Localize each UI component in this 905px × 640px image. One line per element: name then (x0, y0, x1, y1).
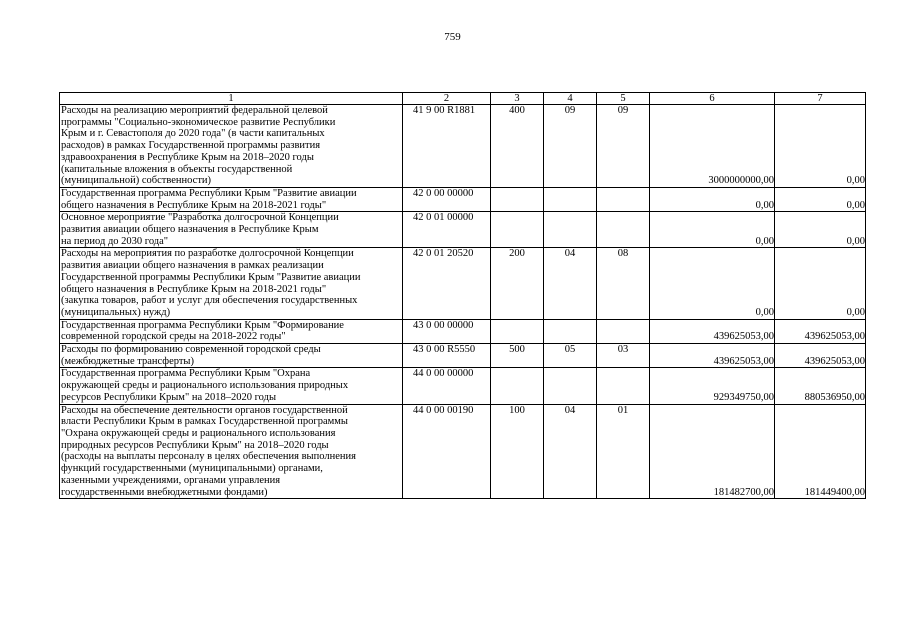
row-column-5: 01 (597, 404, 650, 499)
row-column-3: 400 (491, 105, 544, 188)
description-line: Расходы по формированию современной городской среды (61, 344, 321, 356)
column-header: 4 (544, 93, 597, 105)
description-line: "Охрана окружающей среды и рационального использования (61, 427, 336, 439)
column-header: 1 (60, 93, 403, 105)
table-row (60, 187, 866, 211)
description-line: Государственная программа Республики Крым "Охрана (61, 368, 311, 380)
row-column-5 (597, 368, 650, 404)
description-line: развития авиации общего назначения в рамках реализации (61, 260, 324, 272)
row-description (60, 187, 403, 211)
column-header: 3 (491, 93, 544, 105)
row-column-4 (544, 368, 597, 404)
description-line: программы "Социально-экономическое развитие Республики (61, 116, 336, 128)
description-line: (муниципальной) собственности) (61, 175, 212, 187)
description-line: окружающей среды и рационального использования природных (61, 380, 349, 392)
row-column-4 (544, 212, 597, 248)
description-line: Крым и г. Севастополя до 2020 года" (в части капитальных (61, 128, 325, 140)
row-column-5: 08 (597, 248, 650, 319)
row-sum-2: 439625053,00 (775, 319, 866, 343)
row-description (60, 105, 403, 188)
row-column-3 (491, 368, 544, 404)
row-sum-2: 0,00 (775, 212, 866, 248)
description-line: (закупка товаров, работ и услуг для обеспечения государственных (61, 295, 358, 307)
row-column-4: 04 (544, 404, 597, 499)
row-sum-2: 0,00 (775, 248, 866, 319)
row-column-4: 04 (544, 248, 597, 319)
row-sum-1: 439625053,00 (650, 344, 775, 368)
row-column-4: 09 (544, 105, 597, 188)
row-sum-1: 929349750,00 (650, 368, 775, 404)
table-row (60, 319, 866, 343)
row-column-5 (597, 212, 650, 248)
row-sum-1: 181482700,00 (650, 404, 775, 499)
description-line: государственными внебюджетными фондами) (61, 486, 268, 498)
row-code: 43 0 00 00000 (403, 319, 491, 343)
table-header-row (60, 93, 866, 105)
row-code: 44 0 00 00000 (403, 368, 491, 404)
description-line: Расходы на реализацию мероприятий федеральной целевой (61, 105, 328, 116)
table-row (60, 248, 866, 319)
description-line: развития авиации общего назначения в Республике Крым (61, 224, 319, 236)
row-column-3 (491, 212, 544, 248)
row-sum-2: 0,00 (775, 105, 866, 188)
description-line: общего назначения в Республике Крым на 2018-2021 годы" (61, 199, 327, 211)
description-line: природных ресурсов Республики Крым" на 2018–2020 годы (61, 439, 329, 451)
row-column-5: 09 (597, 105, 650, 188)
row-sum-2: 880536950,00 (775, 368, 866, 404)
row-column-4: 05 (544, 344, 597, 368)
row-column-4 (544, 319, 597, 343)
table-row (60, 212, 866, 248)
row-code: 42 0 00 00000 (403, 187, 491, 211)
column-header: 2 (403, 93, 491, 105)
row-description (60, 212, 403, 248)
row-description (60, 404, 403, 499)
description-line: (капитальные вложения в объекты государственной (61, 163, 293, 175)
budget-table (59, 92, 866, 499)
row-code: 42 0 01 00000 (403, 212, 491, 248)
row-column-5: 03 (597, 344, 650, 368)
description-line: общего назначения в Республике Крым на 2018-2021 годы" (61, 283, 327, 295)
row-sum-2: 181449400,00 (775, 404, 866, 499)
description-line: (муниципальных) нужд) (61, 306, 171, 318)
row-code: 42 0 01 20520 (403, 248, 491, 319)
row-column-5 (597, 187, 650, 211)
description-line: (межбюджетные трансферты) (61, 355, 194, 367)
row-description (60, 344, 403, 368)
row-column-3 (491, 319, 544, 343)
column-header: 7 (775, 93, 866, 105)
description-line: Государственная программа Республики Крым "Формирование (61, 319, 344, 331)
description-line: власти Республики Крым в рамках Государственной программы (61, 416, 348, 428)
table-row (60, 105, 866, 188)
row-sum-1: 3000000000,00 (650, 105, 775, 188)
row-column-3: 200 (491, 248, 544, 319)
column-header: 5 (597, 93, 650, 105)
table-row (60, 368, 866, 404)
row-column-5 (597, 319, 650, 343)
row-column-4 (544, 187, 597, 211)
table-row (60, 344, 866, 368)
description-line: ресурсов Республики Крым" на 2018–2020 годы (61, 391, 277, 403)
description-line: здравоохранения в Республике Крым на 2018–2020 годы (61, 151, 314, 163)
row-description (60, 368, 403, 404)
row-column-3: 100 (491, 404, 544, 499)
row-sum-2: 0,00 (775, 187, 866, 211)
row-description (60, 319, 403, 343)
row-code: 43 0 00 R5550 (403, 344, 491, 368)
page-number: 759 (444, 31, 461, 43)
description-line: Расходы на мероприятия по разработке долгосрочной Концепции (61, 248, 354, 260)
description-line: Основное мероприятие "Разработка долгосрочной Концепции (61, 212, 339, 224)
row-description (60, 248, 403, 319)
row-code: 41 9 00 R1881 (403, 105, 491, 188)
description-line: (расходы на выплаты персоналу в целях обеспечения выполнения (61, 451, 356, 463)
row-sum-1: 439625053,00 (650, 319, 775, 343)
description-line: на период до 2030 года" (61, 235, 169, 247)
column-header: 6 (650, 93, 775, 105)
description-line: Расходы на обеспечение деятельности органов государственной (61, 404, 348, 416)
row-sum-1: 0,00 (650, 248, 775, 319)
description-line: Государственная программа Республики Крым "Развитие авиации (61, 187, 357, 199)
row-sum-1: 0,00 (650, 212, 775, 248)
description-line: Государственной программы Республики Крым "Развитие авиации (61, 271, 361, 283)
row-code: 44 0 00 00190 (403, 404, 491, 499)
row-column-3 (491, 187, 544, 211)
description-line: казенными учреждениями, органами управления (61, 474, 281, 486)
description-line: расходов) в рамках Государственной программы развития (61, 140, 321, 152)
description-line: функций государственными (муниципальными) органами, (61, 463, 323, 475)
row-sum-1: 0,00 (650, 187, 775, 211)
table-row (60, 404, 866, 499)
row-column-3: 500 (491, 344, 544, 368)
row-sum-2: 439625053,00 (775, 344, 866, 368)
description-line: современной городской среды на 2018-2022 годы" (61, 331, 286, 343)
